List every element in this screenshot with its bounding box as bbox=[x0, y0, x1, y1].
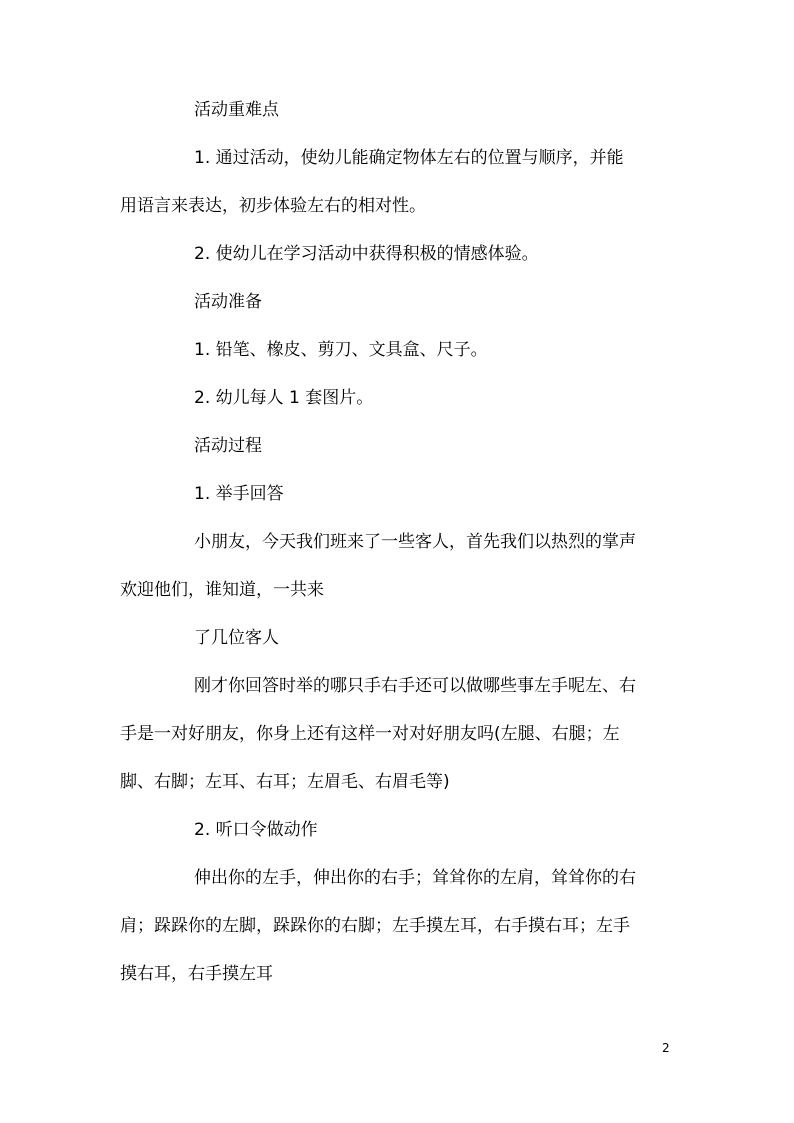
text-line: 2. 使幼儿在学习活动中获得积极的情感体验。 bbox=[194, 244, 539, 264]
process-step-2 bbox=[120, 806, 680, 854]
text-line: 小朋友，今天我们班来了一些客人，首先我们以热烈的掌声 bbox=[194, 532, 636, 552]
key-point-2 bbox=[120, 230, 680, 278]
preparation-2 bbox=[120, 374, 680, 422]
text-line: 欢迎他们，谁知道，一共来 bbox=[120, 580, 324, 600]
text-line: 肩；跺跺你的左脚，跺跺你的右脚；左手摸左耳，右手摸右耳；左手 bbox=[120, 916, 630, 936]
paragraph-welcome bbox=[120, 518, 680, 614]
text-line: 刚才你回答时举的哪只手右手还可以做哪些事左手呢左、右 bbox=[194, 676, 636, 696]
key-point-1 bbox=[120, 134, 680, 230]
text-line: 伸出你的左手，伸出你的右手；耸耸你的左肩，耸耸你的右 bbox=[194, 868, 636, 888]
heading-key-points bbox=[120, 86, 680, 134]
text-line: 活动准备 bbox=[194, 292, 262, 312]
text-line: 活动重难点 bbox=[194, 100, 279, 120]
text-line: 了几位客人 bbox=[194, 628, 279, 648]
heading-process bbox=[120, 422, 680, 470]
text-line: 1. 通过活动，使幼儿能确定物体左右的位置与顺序，并能 bbox=[194, 148, 624, 168]
text-line: 手是一对好朋友，你身上还有这样一对对好朋友吗(左腿、右腿；左 bbox=[120, 724, 620, 744]
paragraph-guests bbox=[120, 614, 680, 662]
page-number: 2 bbox=[662, 1041, 670, 1055]
paragraph-commands bbox=[120, 854, 680, 998]
text-line: 2. 幼儿每人 1 套图片。 bbox=[194, 388, 374, 408]
text-line: 脚、右脚；左耳、右耳；左眉毛、右眉毛等) bbox=[120, 772, 450, 792]
heading-preparation bbox=[120, 278, 680, 326]
preparation-1 bbox=[120, 326, 680, 374]
text-line: 2. 听口令做动作 bbox=[194, 820, 318, 840]
text-line: 1. 铅笔、橡皮、剪刀、文具盒、尺子。 bbox=[194, 340, 488, 360]
text-line: 用语言来表达，初步体验左右的相对性。 bbox=[120, 196, 426, 216]
text-line: 活动过程 bbox=[194, 436, 262, 456]
text-line: 摸右耳，右手摸左耳 bbox=[120, 964, 273, 984]
process-step-1 bbox=[120, 470, 680, 518]
paragraph-hands bbox=[120, 662, 680, 806]
text-line: 1. 举手回答 bbox=[194, 484, 284, 504]
